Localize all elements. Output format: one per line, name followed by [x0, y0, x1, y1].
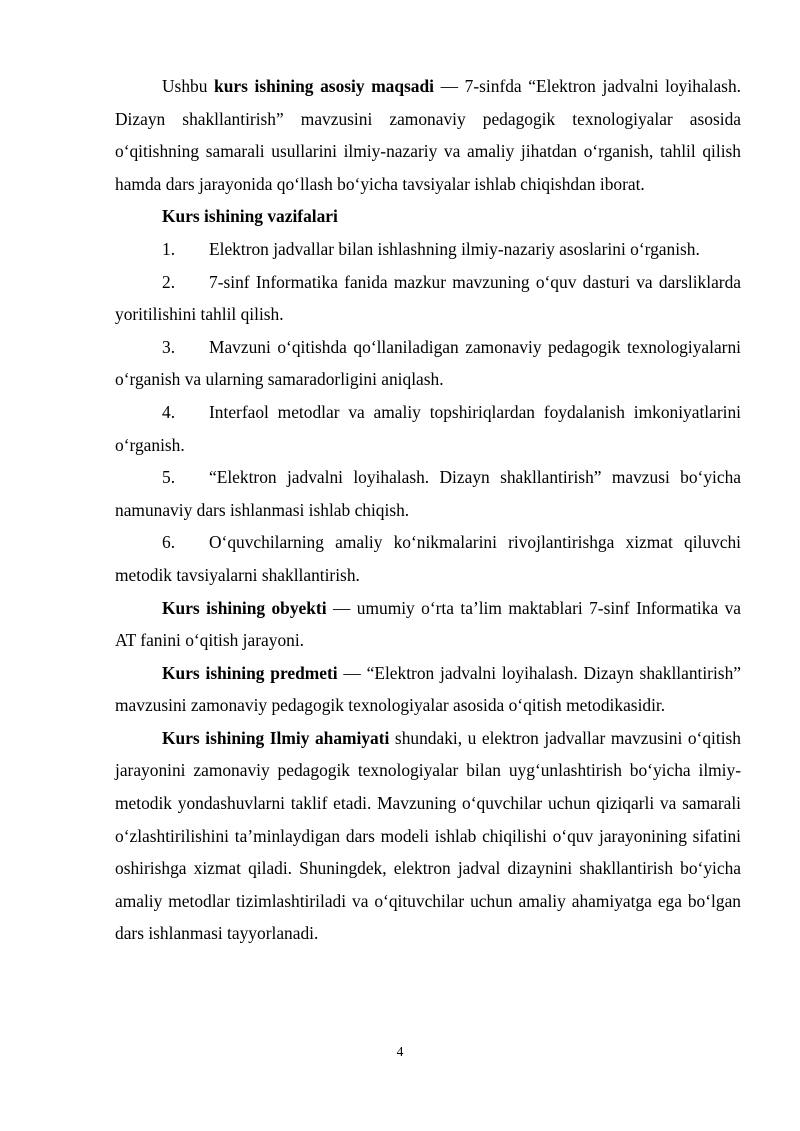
subject-bold-label: Kurs ishining predmeti: [162, 662, 338, 683]
task-item-3: [115, 331, 741, 396]
task-text: O‘quvchilarning amaliy ko‘nikmalarini rivojlantirishga xizmat qiluvchi metodik tavsiyalarni shakllantirish.: [115, 532, 741, 585]
significance-text: shundaki, u elektron jadvallar mavzusini o‘qitish jarayonini zamonaviy pedagogik texnologiyalar bilan uyg‘unlashtirish bo‘yicha ilmiy-metodik yondashuvlarni taklif etadi. Mavzuning o‘quvchilar uchun qiziqarli va samarali o‘zlashtirilishini ta’minlaydigan dars modeli ishlab chiqilishi o‘quv jarayonining sifatini oshirishga xizmat qiladi. Shuningdek, elektron jadval dizaynini shakllantirish bo‘yicha amaliy metodlar tizimlashtiriladi va o‘qituvchilar uchun amaliy ahamiyatga ega bo‘lgan dars ishlanmasi tayyorlanadi.: [115, 727, 741, 944]
object-paragraph: [115, 592, 741, 657]
task-text: Interfaol metodlar va amaliy topshiriqlardan foydalanish imkoniyatlarini o‘rganish.: [115, 401, 741, 455]
page-number: 4: [396, 1044, 404, 1059]
task-number: 6.: [162, 532, 176, 553]
task-number: 1.: [162, 238, 176, 259]
significance-bold-label: Kurs ishining Ilmiy ahamiyati: [162, 727, 390, 748]
task-item-2: [115, 266, 741, 331]
document-body: [115, 70, 741, 950]
subject-text: — “Elektron jadvalni loyihalash. Dizayn shakllantirish” mavzusini zamonaviy pedagogik texnologiyalar asosida o‘qitish metodikasidir.: [115, 662, 741, 716]
task-text: Mavzuni o‘qitishda qo‘llaniladigan zamonaviy pedagogik texnologiyalarni o‘rganish va ularning samaradorligini aniqlash.: [115, 336, 741, 390]
task-number: 5.: [162, 467, 176, 488]
task-number: 3.: [162, 336, 176, 357]
tasks-heading-label: Kurs ishining vazifalari: [162, 206, 338, 227]
task-item-4: [115, 396, 741, 461]
purpose-text: — 7-sinfda “Elektron jadvalni loyihalash. Dizayn shakllantirish” mavzusini zamonaviy pedagogik texnologiyalar asosida o‘qitishning samarali usullarini ilmiy-nazariy va amaliy jihatdan o‘rganish, tahlil qilish hamda dars jarayonida qo‘llash bo‘yicha tavsiyalar ishlab chiqishdan iborat.: [115, 76, 741, 194]
tasks-heading: [115, 200, 741, 233]
object-text: — umumiy o‘rta ta’lim maktablari 7-sinf Informatika va AT fanini o‘qitish jarayoni.: [115, 597, 741, 651]
purpose-bold-label: kurs ishining asosiy maqsadi: [214, 76, 435, 96]
task-number: 4.: [162, 401, 176, 422]
task-item-6: [115, 526, 741, 591]
task-text: “Elektron jadvalni loyihalash. Dizayn shakllantirish” mavzusi bo‘yicha namunaviy dars ishlanmasi ishlab chiqish.: [115, 467, 741, 520]
task-text: Elektron jadvallar bilan ishlashning ilmiy-nazariy asoslarini o‘rganish.: [209, 238, 700, 259]
task-text: 7-sinf Informatika fanida mazkur mavzuning o‘quv dasturi va darsliklarda yoritilishini tahlil qilish.: [115, 271, 741, 325]
purpose-lead: Ushbu: [162, 76, 215, 96]
object-bold-label: Kurs ishining obyekti: [162, 597, 327, 618]
significance-paragraph: [115, 722, 741, 950]
subject-paragraph: [115, 657, 741, 722]
task-item-5: [115, 461, 741, 526]
purpose-paragraph: [115, 70, 741, 200]
task-number: 2.: [162, 271, 176, 292]
task-item-1: [115, 233, 741, 266]
